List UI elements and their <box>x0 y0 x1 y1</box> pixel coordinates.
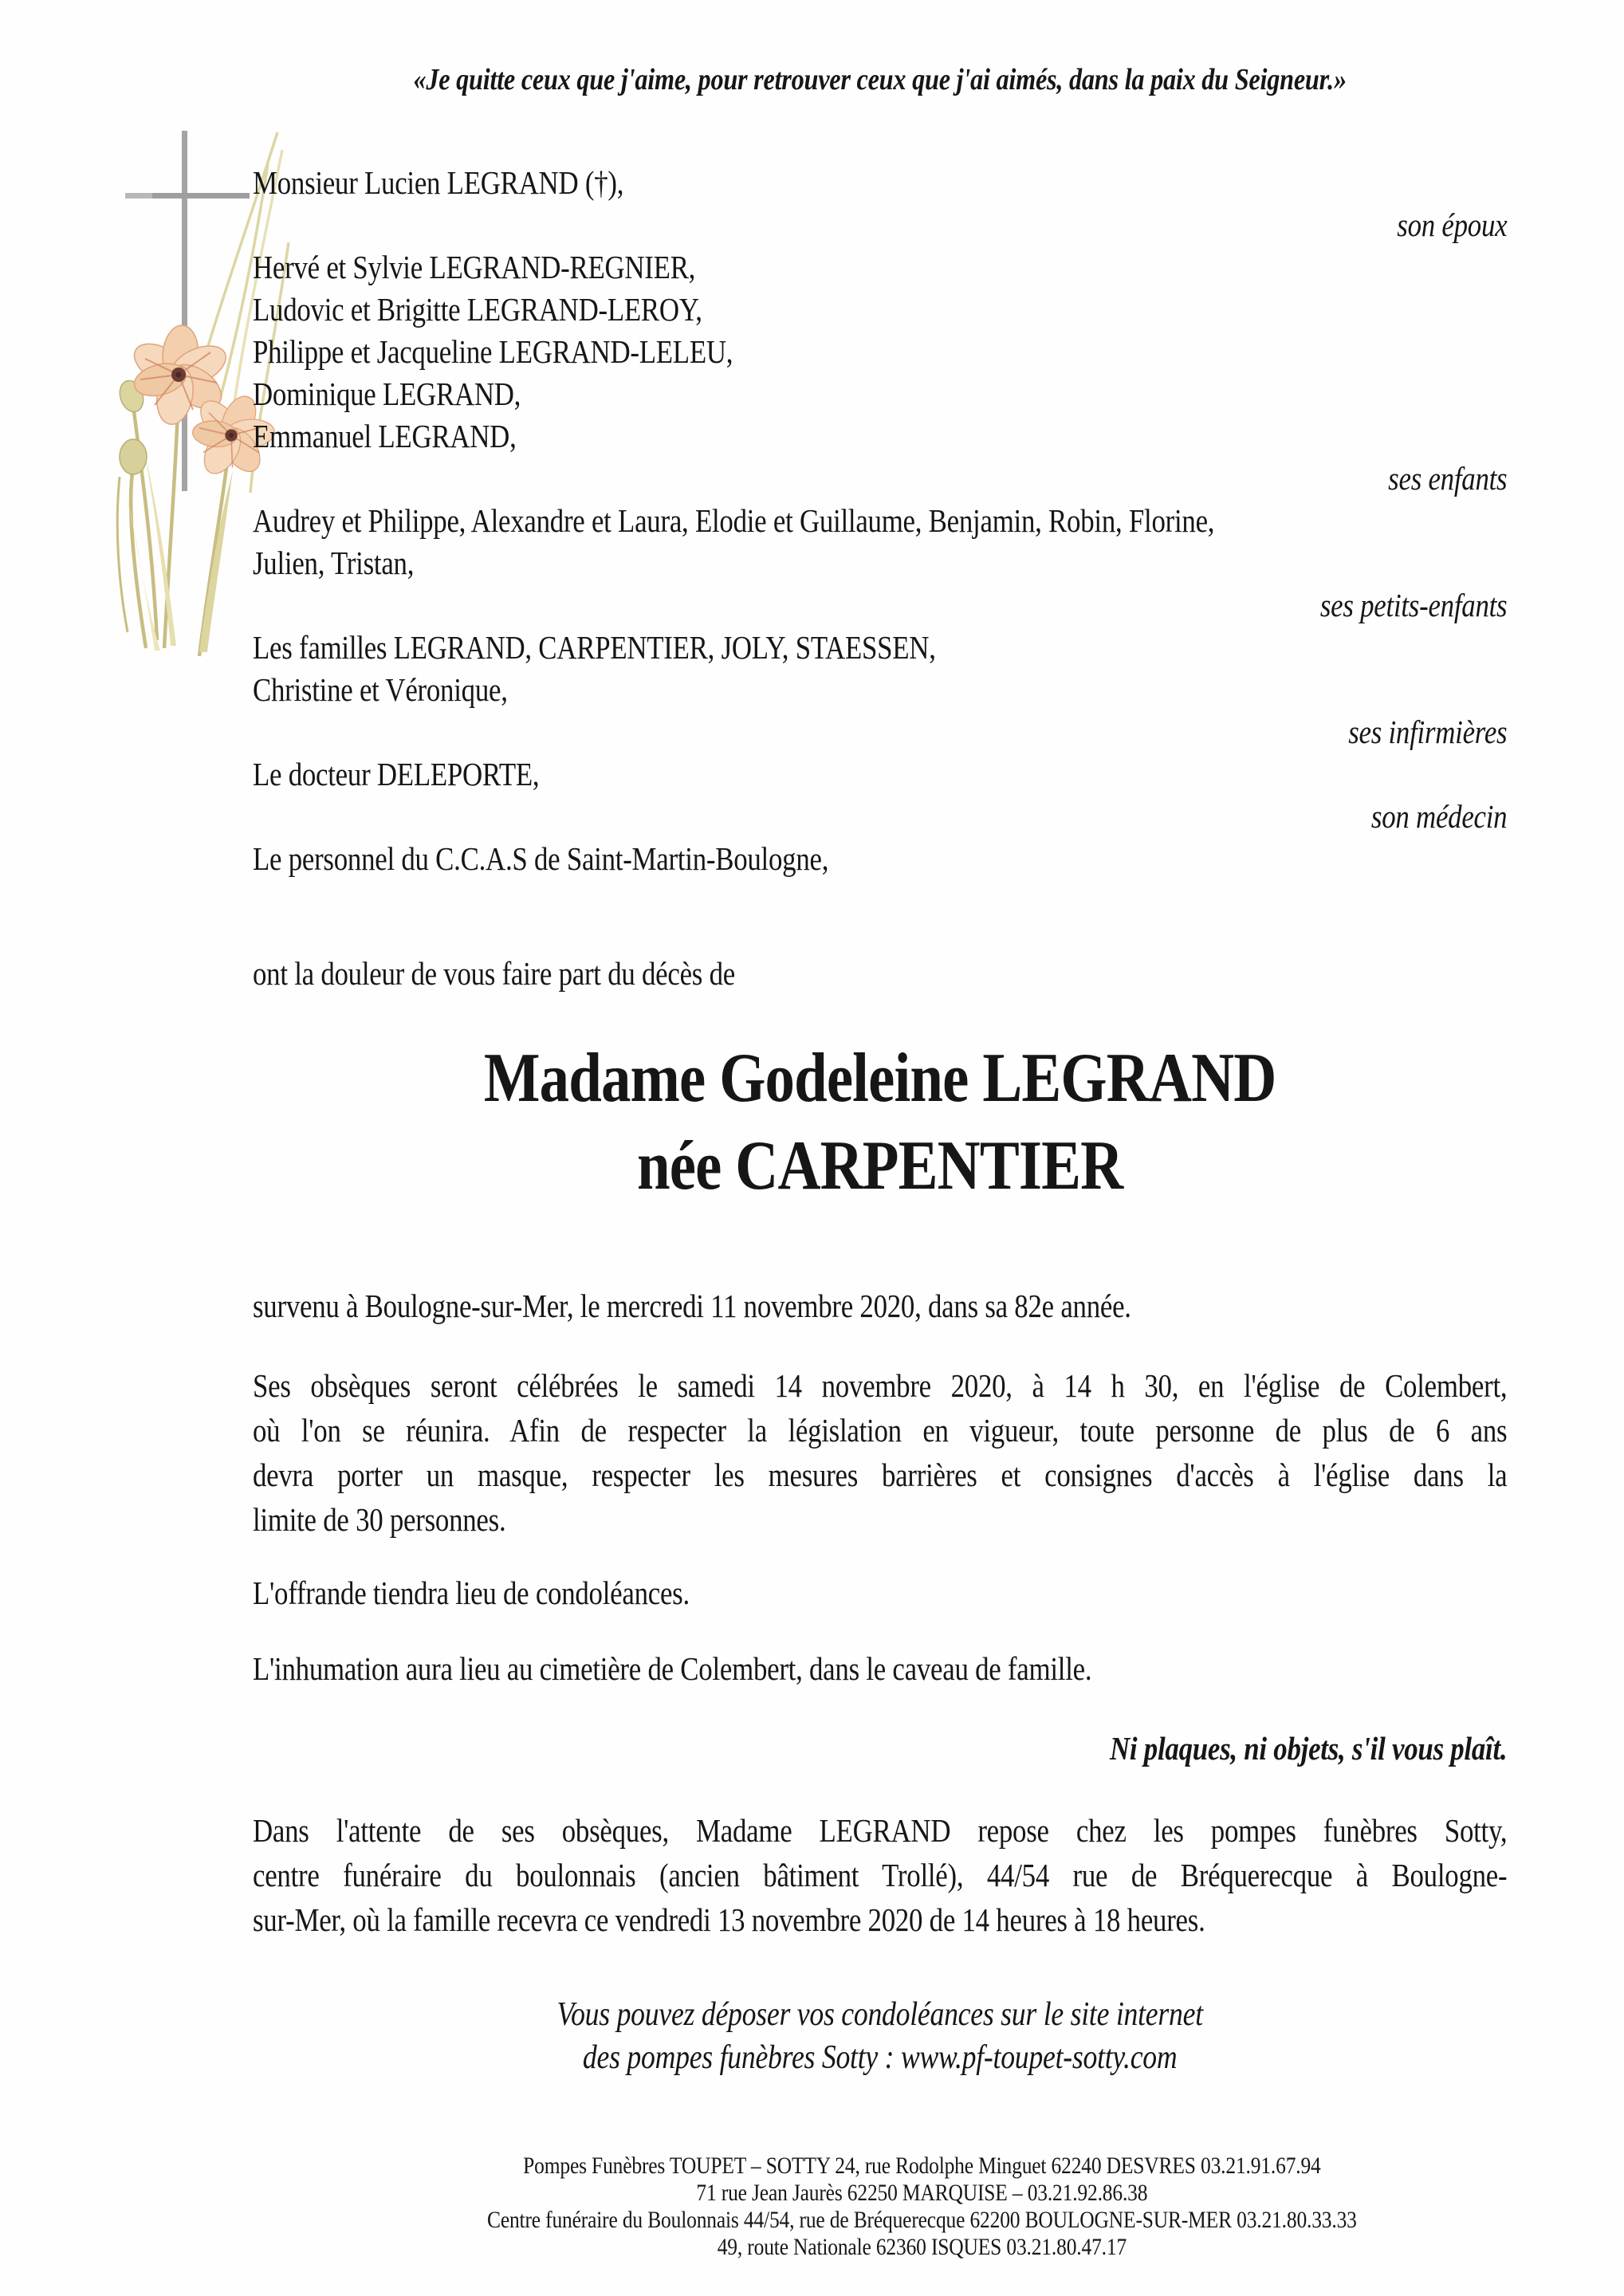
offering-note: L'offrande tiendra lieu de condoléances. <box>253 1575 690 1611</box>
relation-label-nurses: ses infirmières <box>1348 714 1508 750</box>
mourner-nurses: Christine et Véronique, <box>253 671 508 708</box>
online-condolences-note <box>253 1993 1507 2079</box>
funeral-home-footer <box>253 2152 1507 2261</box>
relation-label-doctor: son médecin <box>1370 798 1508 835</box>
mourner-child-5: Emmanuel LEGRAND, <box>253 418 517 454</box>
mourner-child-2: Ludovic et Brigitte LEGRAND-LEROY, <box>253 291 702 328</box>
mourner-families: Les familles LEGRAND, CARPENTIER, JOLY, STAESSEN, <box>253 629 936 666</box>
ceremony-line-4: limite de 30 personnes. <box>253 1501 506 1538</box>
repose-line-3: sur-Mer, où la famille recevra ce vendredi 13 novembre 2020 de 14 heures à 18 heures. <box>253 1901 1205 1938</box>
funeral-home-address-2: 71 rue Jean Jaurès 62250 MARQUISE – 03.21.92.86.38 <box>696 2180 1148 2206</box>
deceased-name <box>253 1035 1507 1210</box>
announcement-content <box>253 0 1507 2261</box>
relation-label-grandchildren: ses petits-enfants <box>1319 587 1508 623</box>
funeral-home-address-1: Pompes Funèbres TOUPET – SOTTY 24, rue Rodolphe Minguet 62240 DESVRES 03.21.91.67.94 <box>523 2152 1321 2179</box>
ceremony-line-2: où l'on se réunira. Afin de respecter la législation en vigueur, toute personne de plus de 6 ans <box>253 1412 1508 1449</box>
burial-note: L'inhumation aura lieu au cimetière de Colembert, dans le caveau de famille. <box>253 1650 1092 1687</box>
funeral-home-address-3: Centre funéraire du Boulonnais 44/54, rue de Bréquerecque 62200 BOULOGNE-SUR-MER 03.21.80.33.33 <box>486 2207 1357 2233</box>
mourner-spouse: Monsieur Lucien LEGRAND (†), <box>253 164 624 201</box>
no-plaques-request: Ni plaques, ni objets, s'il vous plaît. <box>1109 1730 1508 1767</box>
mourner-staff: Le personnel du C.C.A.S de Saint-Martin-Boulogne, <box>253 840 829 877</box>
ceremony-paragraph <box>253 1363 1507 1542</box>
announcement-intro: ont la douleur de vous faire part du décès de <box>253 955 735 992</box>
repose-paragraph <box>253 1808 1507 1942</box>
mourner-doctor: Le docteur DELEPORTE, <box>253 756 540 792</box>
funeral-home-address-4: 49, route Nationale 62360 ISQUES 03.21.80.47.17 <box>717 2234 1127 2260</box>
mourner-grandchildren-1: Audrey et Philippe, Alexandre et Laura, Elodie et Guillaume, Benjamin, Robin, Florine, <box>253 502 1215 539</box>
repose-line-1: Dans l'attente de ses obsèques, Madame LEGRAND repose chez les pompes funèbres Sotty, <box>253 1812 1508 1849</box>
mourner-child-1: Hervé et Sylvie LEGRAND-REGNIER, <box>253 249 696 285</box>
online-condolences-line1: Vous pouvez déposer vos condoléances sur le site internet <box>556 1996 1203 2033</box>
relation-label-spouse: son époux <box>1397 206 1508 243</box>
ceremony-line-3: devra porter un masque, respecter les mesures barrières et consignes d'accès à l'église dans la <box>253 1457 1508 1493</box>
death-details: survenu à Boulogne-sur-Mer, le mercredi 11 novembre 2020, dans sa 82e année. <box>253 1288 1131 1324</box>
mourner-grandchildren-2: Julien, Tristan, <box>253 545 415 581</box>
memorial-quote: «Je quitte ceux que j'aime, pour retrouver ceux que j'ai aimés, dans la paix du Seigneur.» <box>413 63 1347 96</box>
deceased-name-line1: Madame Godeleine LEGRAND <box>483 1040 1276 1117</box>
deceased-name-line2: née CARPENTIER <box>636 1127 1123 1205</box>
mourner-child-4: Dominique LEGRAND, <box>253 375 521 412</box>
repose-line-2: centre funéraire du boulonnais (ancien bâtiment Trollé), 44/54 rue de Bréquerecque à Boulogne- <box>253 1857 1508 1893</box>
mourner-child-3: Philippe et Jacqueline LEGRAND-LELEU, <box>253 333 733 370</box>
online-condolences-line2: des pompes funèbres Sotty : www.pf-toupet-sotty.com <box>582 2039 1178 2076</box>
ceremony-line-1: Ses obsèques seront célébrées le samedi 14 novembre 2020, à 14 h 30, en l'église de Colembert, <box>253 1367 1508 1404</box>
relation-label-children: ses enfants <box>1388 460 1508 497</box>
